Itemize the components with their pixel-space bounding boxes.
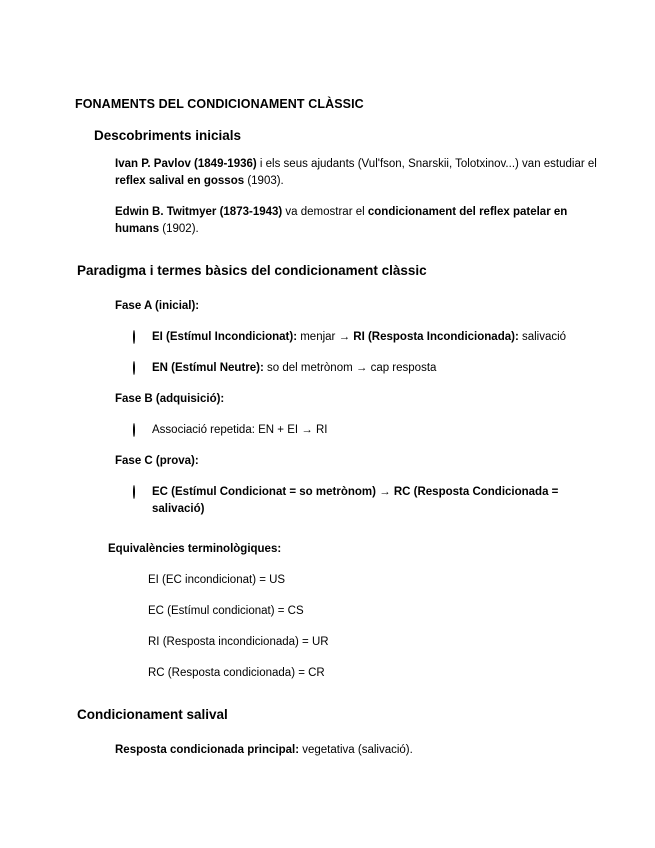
document-title: FONAMENTS DEL CONDICIONAMENT CLÀSSIC xyxy=(75,97,364,111)
list-item-text: EC (Estímul Condicionat = so metrònom) → RC (Resposta Condicionada = salivació) xyxy=(152,486,559,515)
list-item xyxy=(97,298,600,315)
list-item-text: EI (Estímul Incondicionat): menjar → RI (Resposta Incondicionada): salivació xyxy=(152,331,567,343)
list-item xyxy=(130,665,600,682)
list-item xyxy=(97,156,600,190)
circle-bullet-icon xyxy=(133,360,152,377)
list-item-text: EC (Estímul condicionat) = CS xyxy=(148,605,304,617)
list-item xyxy=(130,603,600,620)
list-item xyxy=(133,360,600,377)
circle-bullet-icon xyxy=(133,484,152,501)
list-item-text: Ivan P. Pavlov (1849-1936) i els seus ajudants (Vul'fson, Snarskii, Tolotxinov...) van estudiar el reflex salival en gossos (1903). xyxy=(115,158,597,187)
list-item xyxy=(130,634,600,651)
list-item-text: RI (Resposta incondicionada) = UR xyxy=(148,636,329,648)
circle-bullet-icon xyxy=(133,422,152,439)
list-item-text: EI (EC incondicionat) = US xyxy=(148,574,286,586)
heading-condicionament-salival: Condicionament salival xyxy=(77,707,228,722)
list-item-text: Fase A (inicial): xyxy=(115,300,200,312)
subheading-equivalencies-terminologiques: Equivalències terminològiques: xyxy=(108,543,282,555)
list-item xyxy=(130,572,600,589)
list-item xyxy=(133,422,600,439)
list-item xyxy=(97,742,600,759)
list-item-text: Fase C (prova): xyxy=(115,455,199,467)
list-item-text: EN (Estímul Neutre): so del metrònom → cap resposta xyxy=(152,362,437,374)
circle-bullet-icon xyxy=(133,329,152,346)
list-item-text: RC (Resposta condicionada) = CR xyxy=(148,667,325,679)
list-item-text: Fase B (adquisició): xyxy=(115,393,225,405)
list-item xyxy=(133,329,600,346)
heading-descobriments-inicials: Descobriments inicials xyxy=(94,128,242,143)
list-item-text: Edwin B. Twitmyer (1873-1943) va demostrar el condicionament del reflex patelar en humans (1902). xyxy=(115,206,568,235)
list-item xyxy=(97,204,600,238)
list-item xyxy=(97,453,600,470)
heading-paradigma-termes-basics: Paradigma i termes bàsics del condicionament clàssic xyxy=(77,263,427,278)
list-item xyxy=(97,391,600,408)
list-item-text: Resposta condicionada principal: vegetativa (salivació). xyxy=(115,744,413,756)
list-item xyxy=(133,484,600,518)
list-item-text: Associació repetida: EN + EI → RI xyxy=(152,424,328,436)
